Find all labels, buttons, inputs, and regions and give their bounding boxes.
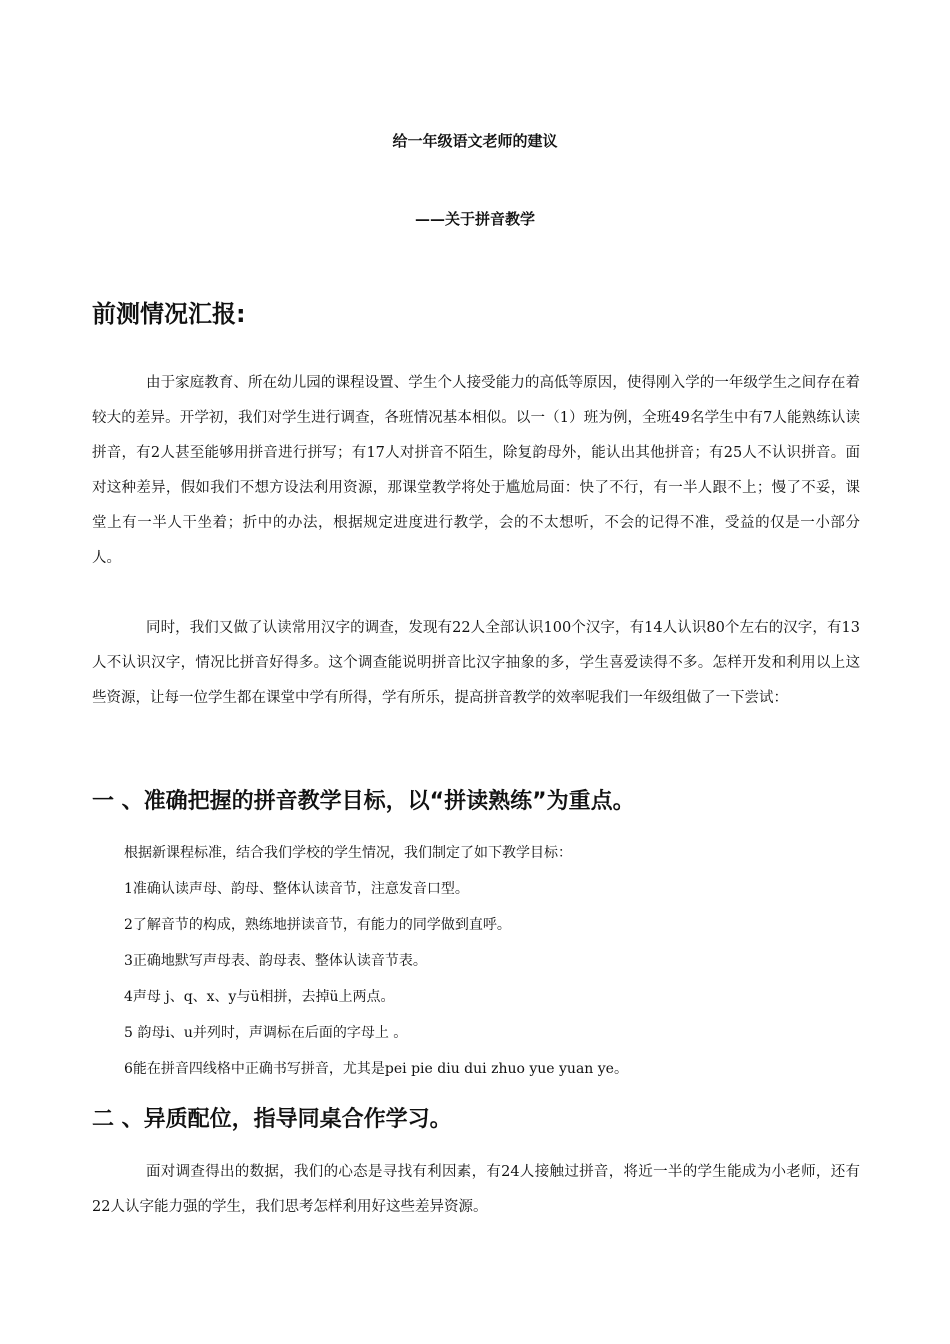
section-1-heading: 一 、准确把握的拼音教学目标，以“拼读熟练”为重点。 (92, 789, 635, 814)
list-item: 6能在拼音四线格中正确书写拼音，尤其是pei pie diu dui zhuo yue yuan ye。 (124, 1061, 628, 1077)
list-item: 2了解音节的构成，熟练地拼读音节，有能力的同学做到直呼。 (124, 917, 511, 933)
list-item: 5 韵母i、u并列时，声调标在后面的字母上 。 (124, 1025, 408, 1041)
section-pre-heading: 前测情况汇报: (92, 300, 246, 328)
list-item: 3正确地默写声母表、韵母表、整体认读音节表。 (124, 953, 427, 969)
document-title: 给一年级语文老师的建议 (392, 132, 558, 150)
section-pre-paragraph-1: 由于家庭教育、所在幼儿园的课程设置、学生个人接受能力的高低等原因，使得刚入学的一年级学生之间存在着较大的差异。开学初，我们对学生进行调查，各班情况基本相似。以一（1）班为例，全班49名学生中有7人能熟练认读拼音，有2人甚至能够用拼音进行拼写；有17人对拼音不陌生，除复韵母外，能认出其他拼音；有25人不认识拼音。面对这种差异，假如我们不想方设法利用资源，那课堂教学将处于尴尬局面：快了不行，有一半人跟不上；慢了不妥，课堂上有一半人干坐着；折中的办法，根据规定进度进行教学，会的不太想听，不会的记得不准，受益的仅是一小部分人。 (92, 375, 860, 566)
section-pre-paragraph-2: 同时，我们又做了认读常用汉字的调查，发现有22人全部认识100个汉字，有14人认识80个左右的汉字，有13人不认识汉字，情况比拼音好得多。这个调查能说明拼音比汉字抽象的多，学生喜爱读得不多。怎样开发和利用以上这些资源，让每一位学生都在课堂中学有所得，学有所乐，提高拼音教学的效率呢我们一年级组做了一下尝试： (92, 620, 860, 706)
list-item: 4声母 j、q、x、y与ü相拼，去掉ü上两点。 (124, 989, 395, 1005)
section-2-paragraph-1: 面对调查得出的数据，我们的心态是寻找有利因素，有24人接触过拼音，将近一半的学生能成为小老师，还有22人认字能力强的学生，我们思考怎样利用好这些差异资源。 (92, 1164, 860, 1215)
document-subtitle: ——关于拼音教学 (414, 210, 535, 228)
section-1-intro: 根据新课程标准，结合我们学校的学生情况，我们制定了如下教学目标： (124, 845, 572, 861)
section-2-heading: 二 、异质配位，指导同桌合作学习。 (92, 1107, 452, 1132)
list-item: 1准确认读声母、韵母、整体认读音节，注意发音口型。 (124, 881, 469, 897)
